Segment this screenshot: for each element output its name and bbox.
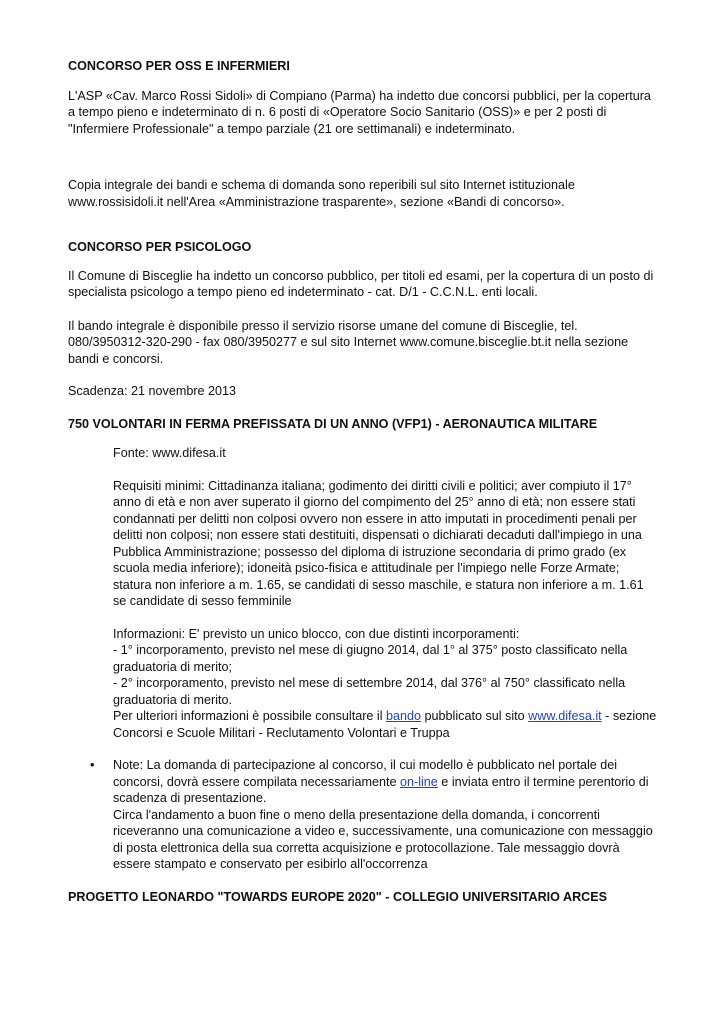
paragraph-incorporamento-1: - 1° incorporamento, previsto nel mese di giugno 2014, dal 1° al 375° posto classificato nella graduatoria di merito; (113, 643, 628, 674)
paragraph-informazioni: Informazioni: E' previsto un unico blocco, con due distinti incorporamenti: (113, 626, 520, 641)
paragraph-bisceglie: Il Comune di Bisceglie ha indetto un concorso pubblico, per titoli ed esami, per la copertura di un posto di specialista psicologo a tempo pieno ed indeterminato - cat. D/1 - C.C.N.L. enti locali. (68, 268, 654, 299)
heading-progetto-leonardo: PROGETTO LEONARDO "TOWARDS EUROPE 2020" - COLLEGIO UNIVERSITARIO ARCES (68, 889, 608, 904)
bando-link[interactable]: bando (386, 709, 422, 723)
on-line-link[interactable]: on-line (400, 774, 438, 789)
document-page (68, 58, 658, 905)
text-fragment: e inviata entro il termine perentorio di scadenza di presentazione. (113, 774, 649, 805)
text-fragment: pubblicato sul sito (421, 709, 529, 723)
paragraph-requisiti: Requisiti minimi: Cittadinanza italiana; godimento dei diritti civili e politici; aver compiuto il 17° anno di età e non aver superato il giorno del compimento del 25° anno di età; non essere stati condannati per delitti non colposi ovvero non essere in atto imputati in procedimenti penali per delitti non colposi; non essere stati destituiti, dispensati o dichiarati decaduti dall'impiego in una Pubblica Amministrazione; possesso del diploma di istruzione secondaria di primo grado (ex scuola media inferiore); idoneità psico-fisica e attitudinale per l'impiego nelle Forze Armate; statura non inferiore a m. 1.65, se candidati di sesso maschile, e statura non inferiore a m. 1.61 se candidate di sesso femminile (113, 478, 644, 608)
volontari-details (113, 445, 658, 741)
paragraph-copia-integrale: Copia integrale dei bandi e schema di domanda sono reperibili sul sito Internet istituzionale www.rossisidoli.it nell'Area «Amministrazione trasparente», sezione «Bandi di concorso». (68, 178, 575, 209)
paragraph-scadenza: Scadenza: 21 novembre 2013 (68, 384, 237, 398)
paragraph-asp: L'ASP «Cav. Marco Rossi Sidoli» di Compiano (Parma) ha indetto due concorsi pubblici, per la copertura a tempo pieno e indeterminato di n. 6 posti di «Operatore Socio Sanitario (OSS)» e per 2 posti di "Infermiere Professionale" a tempo parziale (21 ore settimanali) e indeterminato. (68, 88, 651, 136)
text-fragment: Note: La domanda di partecipazione al concorso, il cui modello è pubblicato nel portale dei concorsi, dovrà essere compilata necessariamente (113, 758, 618, 789)
difesa-link[interactable]: www.difesa.it (528, 709, 602, 723)
paragraph-ulteriori-informazioni (113, 708, 658, 741)
heading-volontari: 750 VOLONTARI IN FERMA PREFISSATA DI UN ANNO (VFP1) - AERONAUTICA MILITARE (68, 416, 598, 431)
paragraph-note-andamento: Circa l'andamento a buon fine o meno della presentazione della domanda, i concorrenti riceveranno una comunicazione a video e, successivamente, una comunicazione con messaggio di posta elettronica della sua corretta acquisizione e protocollazione. Tale messaggio dovrà essere stampato e conservato per esibirlo all'occorrenza (113, 807, 653, 871)
paragraph-fonte: Fonte: www.difesa.it (113, 446, 226, 460)
note-content (113, 757, 658, 873)
paragraph-incorporamento-2: - 2° incorporamento, previsto nel mese di settembre 2014, dal 376° al 750° classificato nella graduatoria di merito. (113, 676, 626, 707)
paragraph-note (113, 757, 658, 807)
heading-oss-infermieri: CONCORSO PER OSS E INFERMIERI (68, 59, 290, 73)
bullet-icon: • (90, 757, 95, 772)
paragraph-bando-integrale: Il bando integrale è disponibile presso il servizio risorse umane del comune di Bisceglie, tel. 080/3950312-320-290 - fax 080/3950277 e sul sito Internet www.comune.bisceglie.bt.it nella sezione bandi e concorsi. (68, 318, 629, 366)
note-list-item (68, 757, 658, 873)
text-fragment: Per ulteriori informazioni è possibile consultare il (113, 709, 386, 723)
text-fragment: - sezione Concorsi e Scuole Militari - Reclutamento Volontari e Truppa (113, 709, 657, 740)
heading-psicologo: CONCORSO PER PSICOLOGO (68, 240, 252, 254)
